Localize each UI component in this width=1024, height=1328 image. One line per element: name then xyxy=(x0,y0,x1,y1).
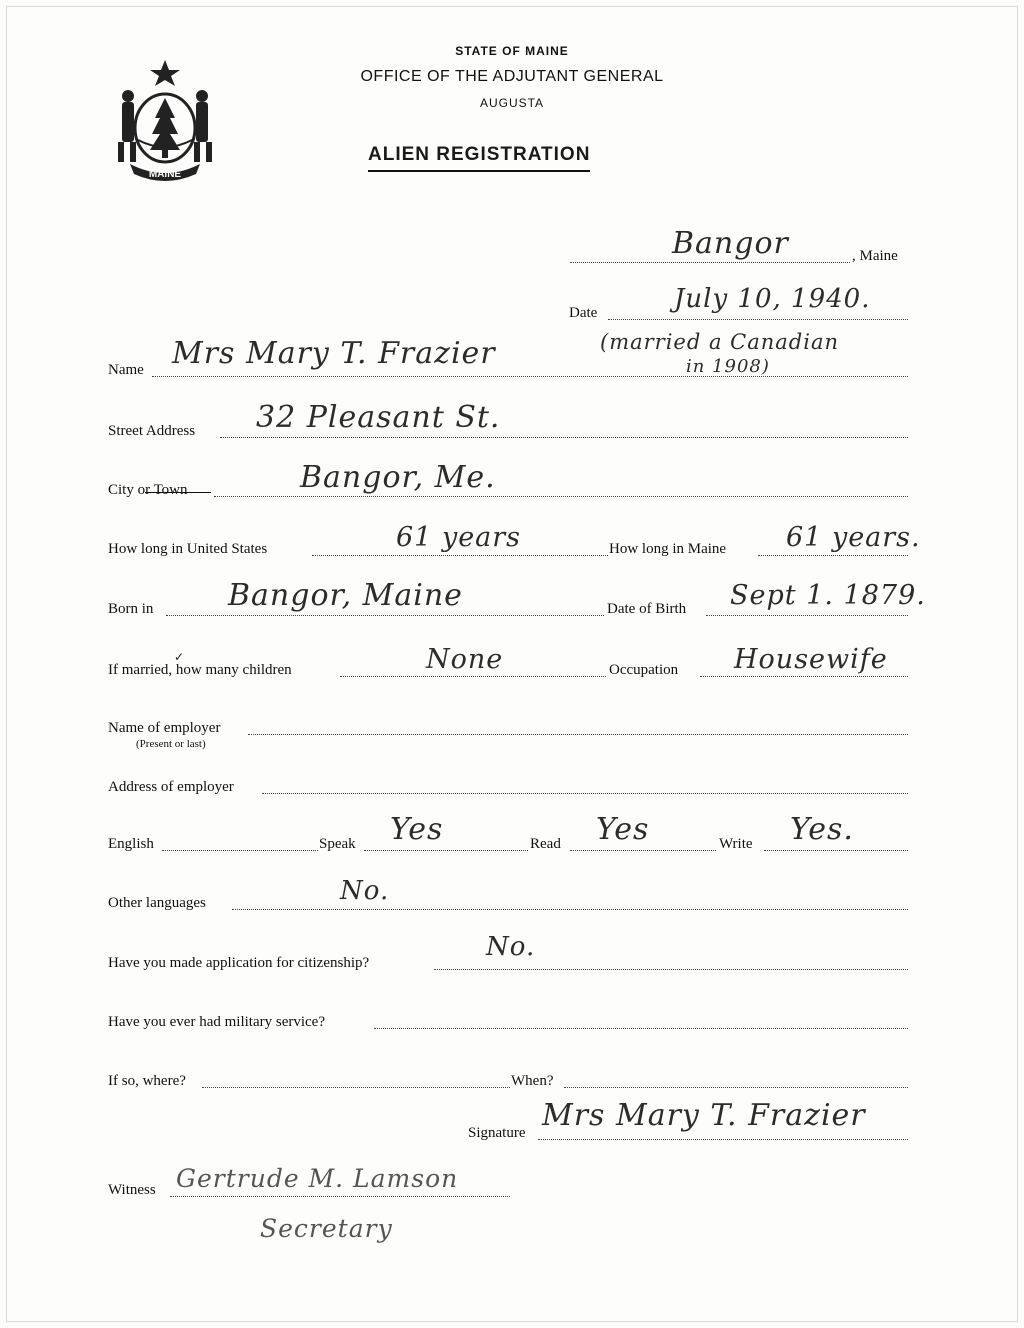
signature-line xyxy=(538,1139,908,1140)
occupation-line xyxy=(700,676,908,677)
city-line xyxy=(214,496,908,497)
date-label: Date xyxy=(569,305,598,321)
born-in-line xyxy=(166,615,604,616)
other-languages-line xyxy=(232,909,908,910)
town-value: Bangor xyxy=(672,226,789,261)
citizenship-line xyxy=(434,969,908,970)
born-in-label: Born in xyxy=(108,601,154,617)
write-label: Write xyxy=(719,836,753,852)
city-value: Bangor, Me. xyxy=(300,460,496,495)
dob-line xyxy=(706,615,908,616)
svg-text:MAINE: MAINE xyxy=(148,169,182,180)
name-label: Name xyxy=(108,362,144,378)
town-suffix-label: , Maine xyxy=(852,248,898,264)
dob-value: Sept 1. 1879. xyxy=(730,580,926,611)
state-seal-icon xyxy=(110,56,220,184)
street-line xyxy=(220,437,908,438)
where-label: If so, where? xyxy=(108,1073,186,1089)
years-maine-value: 61 years. xyxy=(786,522,921,553)
occupation-label: Occupation xyxy=(609,662,679,678)
name-note-line2: in 1908) xyxy=(686,356,770,377)
witness-title: Secretary xyxy=(260,1214,393,1243)
name-note-line1: (married a Canadian xyxy=(600,330,839,354)
signature-label: Signature xyxy=(468,1125,526,1141)
street-value: 32 Pleasant St. xyxy=(256,400,501,435)
read-label: Read xyxy=(530,836,561,852)
write-line xyxy=(764,850,908,851)
town-line xyxy=(570,262,850,263)
children-line xyxy=(340,676,606,677)
name-value: Mrs Mary T. Frazier xyxy=(172,336,496,371)
witness-label: Witness xyxy=(108,1182,156,1198)
citizenship-value: No. xyxy=(486,932,536,962)
street-label: Street Address xyxy=(108,423,196,439)
children-value: None xyxy=(426,644,504,675)
years-us-label: How long in United States xyxy=(108,541,268,557)
children-label: If married, how many children xyxy=(108,662,292,678)
english-label: English xyxy=(108,836,154,852)
when-line xyxy=(564,1087,908,1088)
header-state: STATE OF MAINE xyxy=(455,44,569,58)
header-office: OFFICE OF THE ADJUTANT GENERAL xyxy=(360,68,664,85)
years-maine-label: How long in Maine xyxy=(609,541,727,557)
read-value: Yes xyxy=(596,812,650,847)
when-label: When? xyxy=(511,1073,554,1089)
signature-value: Mrs Mary T. Frazier xyxy=(542,1098,866,1133)
header-city: AUGUSTA xyxy=(479,96,545,110)
other-languages-value: No. xyxy=(340,876,390,906)
form-title: ALIEN REGISTRATION xyxy=(368,144,590,172)
speak-value: Yes xyxy=(390,812,444,847)
years-maine-line xyxy=(758,555,908,556)
date-value: July 10, 1940. xyxy=(674,284,871,314)
witness-value: Gertrude M. Lamson xyxy=(176,1164,459,1193)
check-mark-icon: ✓ xyxy=(174,650,185,664)
military-label: Have you ever had military service? xyxy=(108,1014,325,1030)
dob-label: Date of Birth xyxy=(607,601,687,617)
employer-address-label: Address of employer xyxy=(108,779,234,795)
military-line xyxy=(374,1028,908,1029)
other-languages-label: Other languages xyxy=(108,895,206,911)
name-line xyxy=(152,376,908,377)
write-value: Yes. xyxy=(790,812,854,847)
years-us-line xyxy=(312,555,608,556)
employer-sublabel: (Present or last) xyxy=(136,738,206,750)
years-us-value: 61 years xyxy=(396,522,522,553)
english-line xyxy=(162,850,318,851)
citizenship-label: Have you made application for citizenship? xyxy=(108,955,370,971)
town-strikethrough xyxy=(145,492,211,493)
witness-line xyxy=(170,1196,510,1197)
employer-line xyxy=(248,734,908,735)
speak-label: Speak xyxy=(319,836,356,852)
born-in-value: Bangor, Maine xyxy=(228,578,463,613)
speak-line xyxy=(364,850,528,851)
city-label: City or Town xyxy=(108,482,188,498)
read-line xyxy=(570,850,716,851)
employer-address-line xyxy=(262,793,908,794)
date-line xyxy=(608,319,908,320)
employer-label: Name of employer xyxy=(108,720,221,736)
where-line xyxy=(202,1087,510,1088)
occupation-value: Housewife xyxy=(734,644,888,675)
